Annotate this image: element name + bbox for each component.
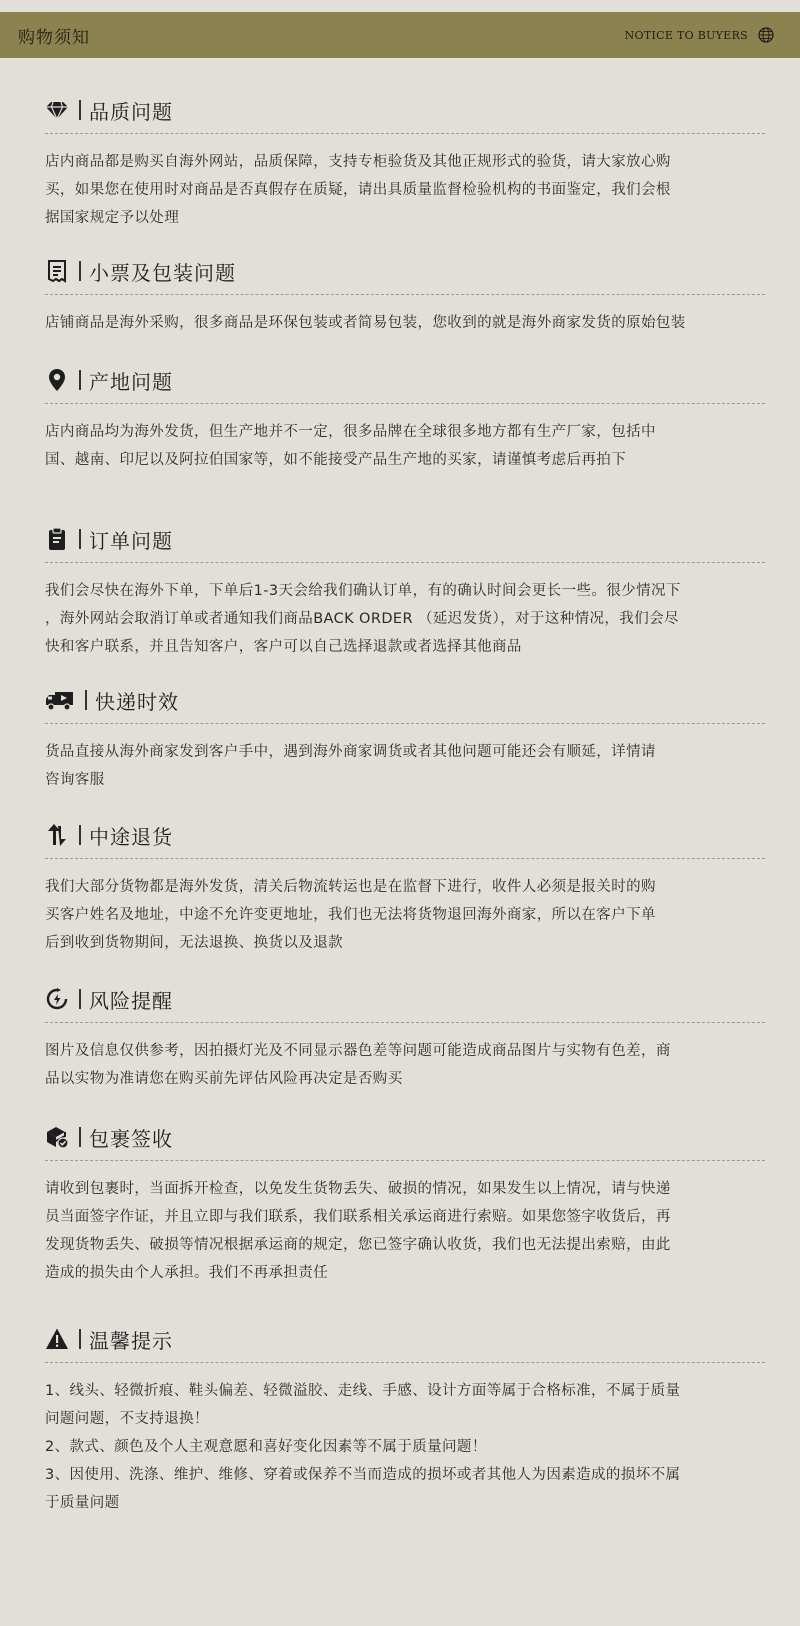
- body-line: 图片及信息仅供参考，因拍摄灯光及不同显示器色差等问题可能造成商品图片与实物有色差，商: [45, 1043, 671, 1059]
- dashed-divider: [45, 1022, 765, 1023]
- body-line: 于质量问题: [45, 1495, 120, 1511]
- warning-icon: [45, 1327, 69, 1351]
- section-body: [45, 873, 765, 957]
- body-line: 造成的损失由个人承担。我们不再承担责任: [45, 1265, 329, 1281]
- section-body: [45, 1175, 765, 1287]
- section-origin: [45, 365, 765, 474]
- section-risk-reminder: [45, 984, 765, 1093]
- section-midway-return: [45, 820, 765, 957]
- section-kind-reminder: [45, 1324, 765, 1517]
- section-body: [45, 738, 765, 794]
- section-body: [45, 148, 765, 232]
- clipboard-icon: [45, 527, 69, 551]
- dashed-divider: [45, 294, 765, 295]
- title-separator: [79, 825, 81, 845]
- risk-alert-icon: [45, 987, 69, 1011]
- dashed-divider: [45, 562, 765, 563]
- section-orders: [45, 524, 765, 661]
- section-delivery-time: [45, 685, 765, 794]
- section-package-signing: [45, 1122, 765, 1287]
- body-line: 买客户姓名及地址，中途不允许变更地址，我们也无法将货物退回海外商家，所以在客户下单: [45, 907, 656, 923]
- body-line: 请收到包裹时，当面拆开检查，以免发生货物丢失、破损的情况，如果发生以上情况，请与快递: [45, 1181, 671, 1197]
- section-title: 产地问题: [89, 369, 173, 394]
- section-body: [45, 309, 765, 337]
- title-separator: [79, 100, 81, 120]
- body-line: 店铺商品是海外采购，很多商品是环保包装或者简易包装，您收到的就是海外商家发货的原始包装: [45, 315, 686, 331]
- dashed-divider: [45, 133, 765, 134]
- section-receipt-packaging: [45, 256, 765, 337]
- dashed-divider: [45, 1160, 765, 1161]
- section-title: 包裹签收: [89, 1126, 173, 1151]
- dashed-divider: [45, 858, 765, 859]
- globe-icon: [758, 27, 774, 43]
- body-line: 2、款式、颜色及个人主观意愿和喜好变化因素等不属于质量问题！: [45, 1439, 487, 1455]
- section-title: 快递时效: [95, 689, 179, 714]
- body-line: 买，如果您在使用时对商品是否真假存在质疑，请出具质量监督检验机构的书面鉴定，我们会根: [45, 182, 671, 198]
- delivery-truck-icon: [45, 688, 75, 712]
- title-separator: [79, 261, 81, 281]
- section-title: 订单问题: [89, 528, 173, 553]
- dashed-divider: [45, 1362, 765, 1363]
- section-title: 小票及包装问题: [89, 260, 236, 285]
- body-line: 我们会尽快在海外下单，下单后1-3天会给我们确认订单，有的确认时间会更长一些。很少情况下: [45, 583, 681, 599]
- body-line: 咨询客服: [45, 772, 105, 788]
- section-body: [45, 577, 765, 661]
- body-line: ，海外网站会取消订单或者通知我们商品BACK ORDER （延迟发货），对于这种情况，我们会尽: [45, 611, 679, 627]
- body-line: 后到收到货物期间，无法退换、换货以及退款: [45, 935, 343, 951]
- location-pin-icon: [45, 368, 69, 392]
- section-body: [45, 1037, 765, 1093]
- body-line: 店内商品均为海外发货，但生产地并不一定，很多品牌在全球很多地方都有生产厂家，包括中: [45, 424, 656, 440]
- diamond-icon: [45, 98, 69, 122]
- section-quality: [45, 95, 765, 232]
- title-separator: [79, 989, 81, 1009]
- dashed-divider: [45, 403, 765, 404]
- header-bar: [0, 12, 800, 58]
- receipt-icon: [45, 259, 69, 283]
- body-line: 发现货物丢失、破损等情况根据承运商的规定，您已签字确认收货，我们也无法提出索赔，由此: [45, 1237, 671, 1253]
- body-line: 品以实物为准请您在购买前先评估风险再决定是否购买: [45, 1071, 403, 1087]
- body-line: 快和客户联系，并且告知客户，客户可以自己选择退款或者选择其他商品: [45, 639, 522, 655]
- section-title: 中途退货: [89, 824, 173, 849]
- body-line: 1、线头、轻微折痕、鞋头偏差、轻微溢胶、走线、手感、设计方面等属于合格标准，不属于质量: [45, 1383, 681, 1399]
- body-line: 国、越南、印尼以及阿拉伯国家等，如不能接受产品生产地的买家，请谨慎考虑后再拍下: [45, 452, 627, 468]
- body-line: 员当面签字作证，并且立即与我们联系，我们联系相关承运商进行索赔。如果您签字收货后，再: [45, 1209, 671, 1225]
- header-notice: NOTICE TO BUYERS: [624, 28, 748, 42]
- title-separator: [85, 690, 87, 710]
- body-line: 我们大部分货物都是海外发货，清关后物流转运也是在监督下进行，收件人必须是报关时的购: [45, 879, 656, 895]
- section-title: 品质问题: [89, 99, 173, 124]
- title-separator: [79, 1127, 81, 1147]
- section-title: 温馨提示: [89, 1328, 173, 1353]
- title-separator: [79, 1329, 81, 1349]
- body-line: 货品直接从海外商家发到客户手中，遇到海外商家调货或者其他问题可能还会有顺延，详情请: [45, 744, 656, 760]
- body-line: 店内商品都是购买自海外网站，品质保障，支持专柜验货及其他正规形式的验货，请大家放心购: [45, 154, 671, 170]
- header-title: 购物须知: [18, 27, 90, 48]
- section-body: [45, 418, 765, 474]
- body-line: 3、因使用、洗涤、维护、维修、穿着或保养不当而造成的损坏或者其他人为因素造成的损坏不属: [45, 1467, 681, 1483]
- section-title: 风险提醒: [89, 988, 173, 1013]
- return-arrows-icon: [45, 823, 69, 847]
- package-check-icon: [45, 1125, 69, 1149]
- dashed-divider: [45, 723, 765, 724]
- body-line: 问题问题，不支持退换！: [45, 1411, 209, 1427]
- body-line: 据国家规定予以处理: [45, 210, 180, 226]
- title-separator: [79, 370, 81, 390]
- section-body: [45, 1377, 765, 1517]
- title-separator: [79, 529, 81, 549]
